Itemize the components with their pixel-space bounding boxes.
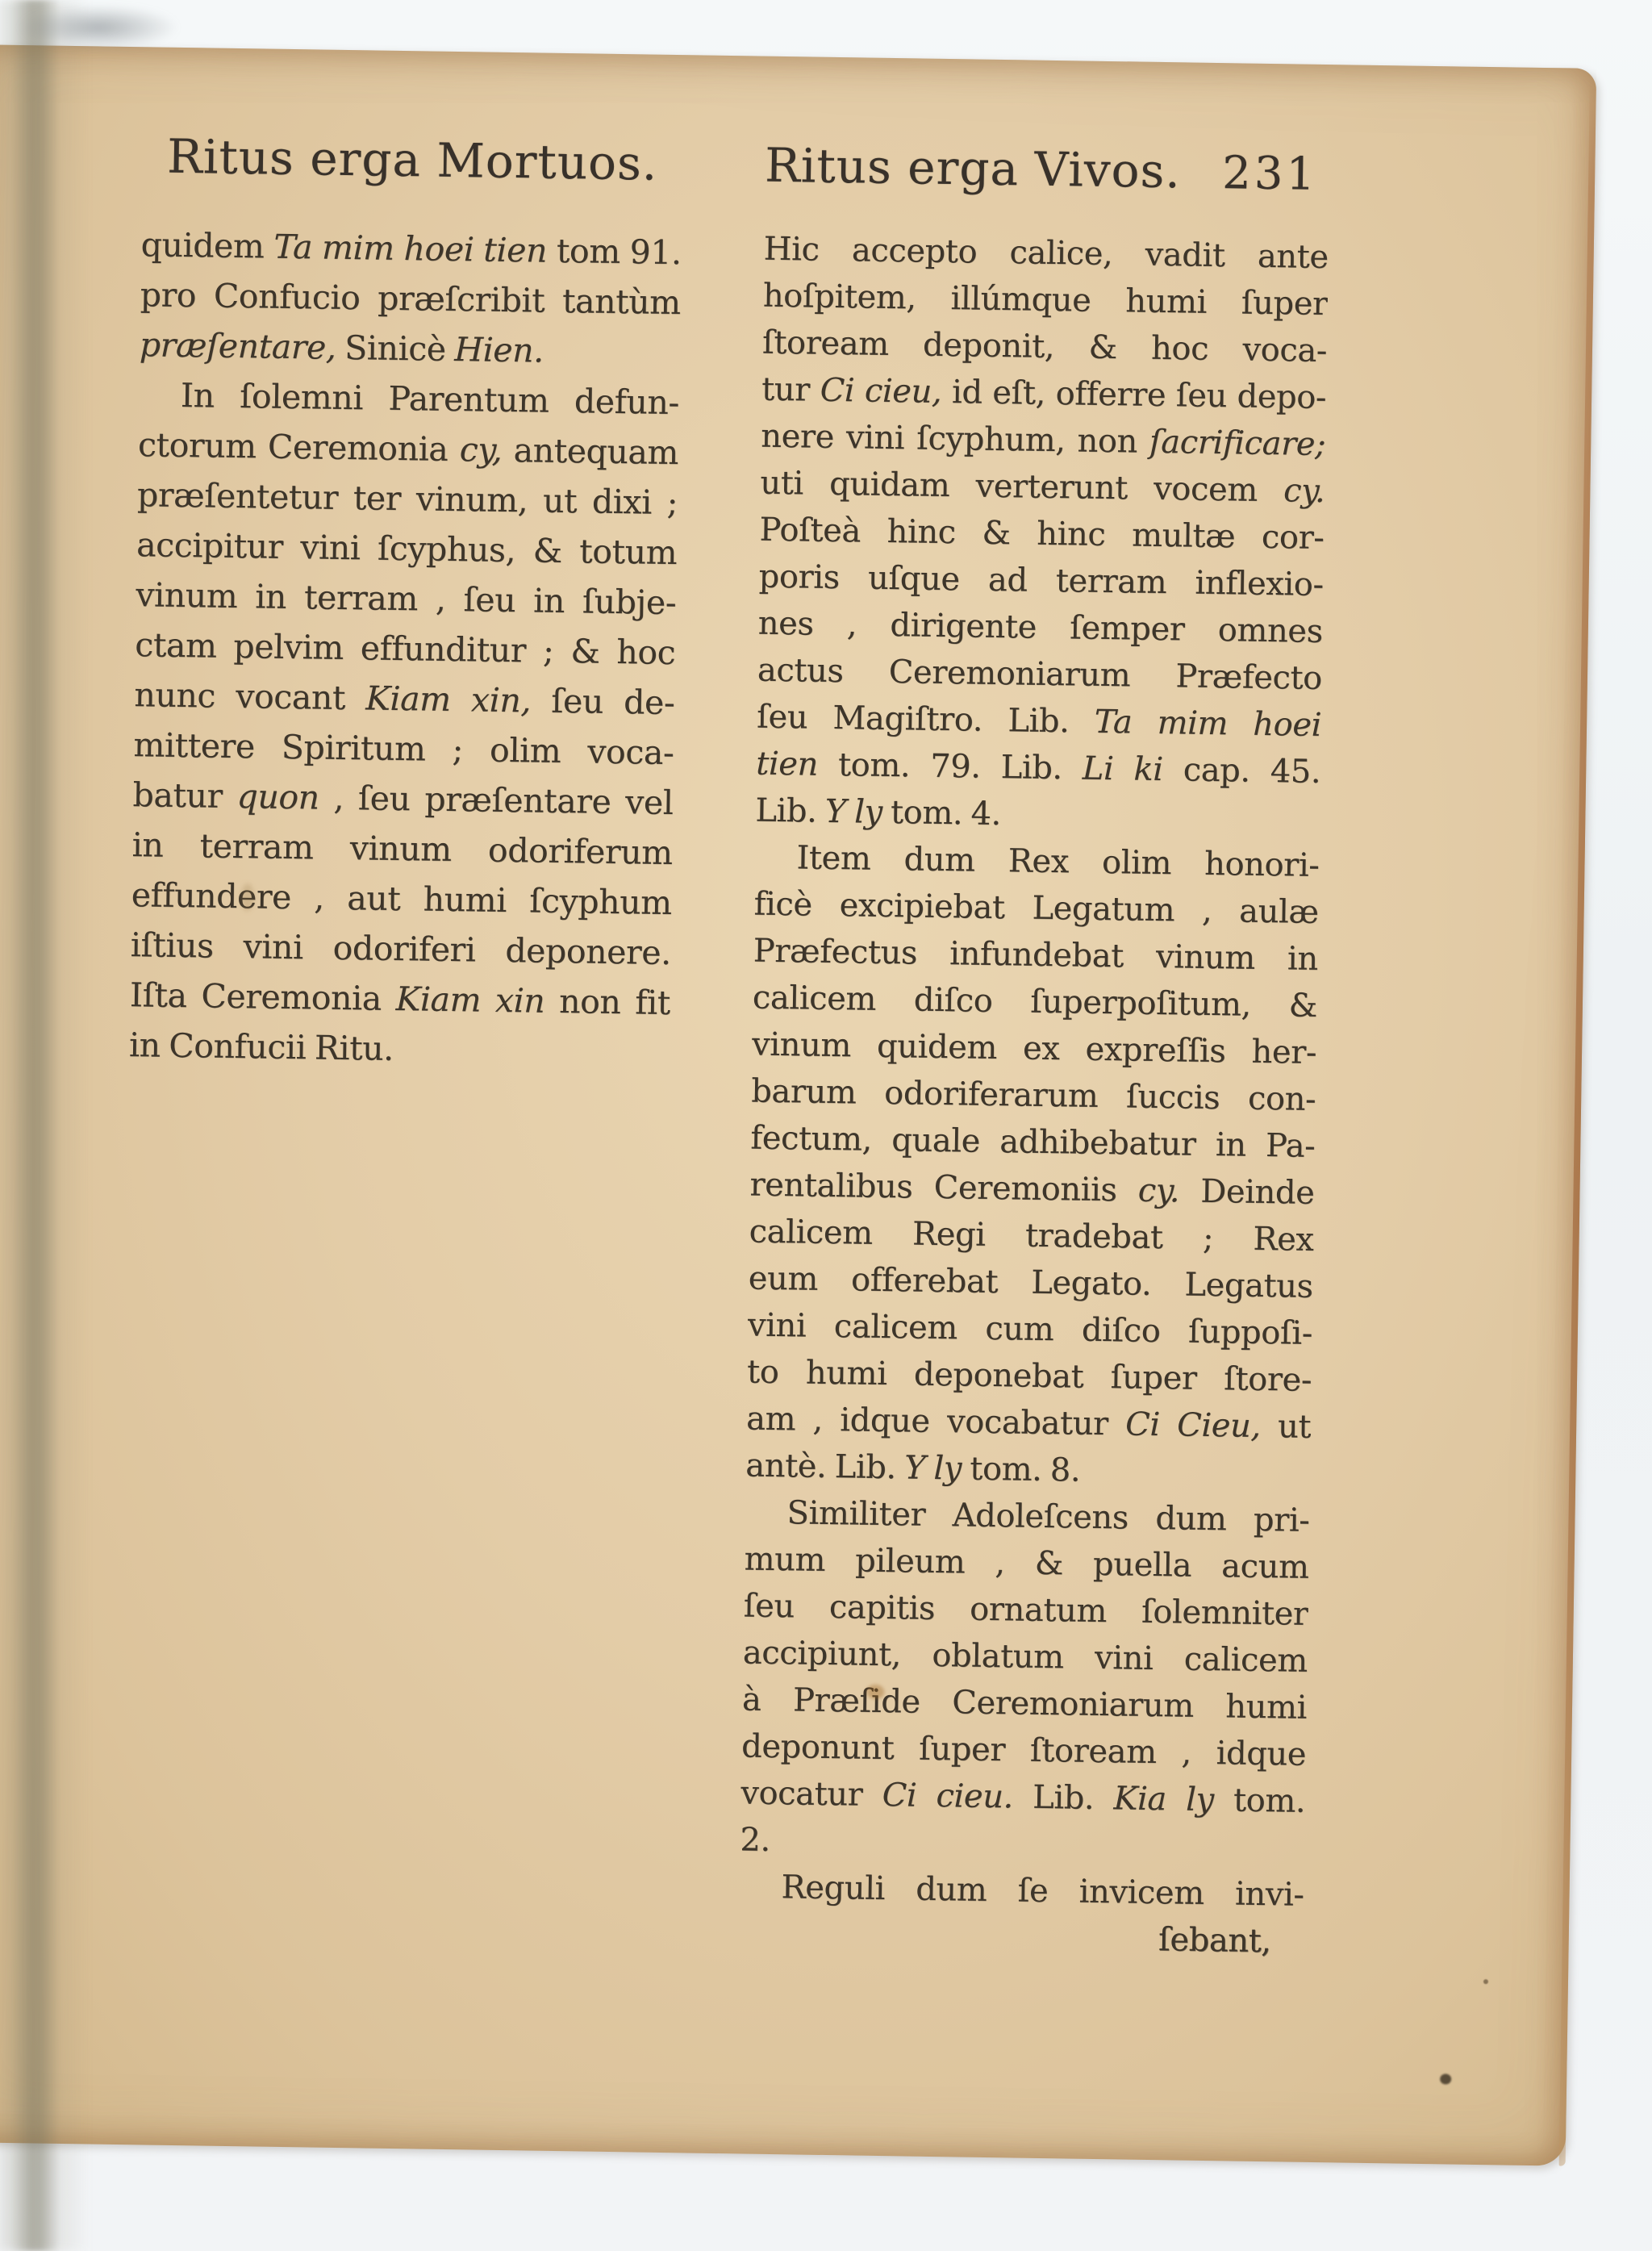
text-run: vinum quidem ex expreſſis her-: [751, 1025, 1317, 1071]
text-line: [135, 620, 676, 678]
text-line: [739, 1863, 1304, 1918]
text-run: cap. 45.: [1162, 751, 1321, 791]
text-line: [749, 1209, 1314, 1263]
text-run-italic: præſentare,: [139, 325, 336, 367]
text-run: calicem Regi tradebat ; Rex: [749, 1213, 1314, 1259]
text-run: tur: [761, 370, 820, 409]
text-line: [139, 370, 680, 428]
text-run: Deinde: [1179, 1172, 1315, 1212]
text-line: [762, 319, 1328, 374]
text-line: [129, 970, 670, 1028]
text-run: ſebant,: [1158, 1921, 1272, 1961]
text-line: [140, 219, 682, 278]
text-run: ſeu capitis ornatum ſolemniter: [743, 1587, 1309, 1633]
text-line: [136, 520, 678, 578]
text-line: [129, 1020, 670, 1078]
text-run: antequam: [501, 430, 679, 473]
text-run-italic: Ci cieu.: [882, 1777, 1014, 1816]
text-run: batur: [132, 775, 237, 816]
text-run: ctorum Ceremonia: [137, 425, 461, 470]
text-run: ut: [1260, 1407, 1312, 1446]
text-run: pro Confucio præſcribit tantùm: [140, 275, 682, 323]
text-run-italic: Ci cieu,: [820, 371, 942, 411]
text-run-italic: Ta mim hoei: [1094, 703, 1322, 744]
text-line: [753, 928, 1318, 983]
text-line: [748, 1255, 1313, 1310]
text-run: ctam pelvim effunditur ; & hoc: [135, 625, 676, 673]
text-run: actus Ceremoniarum Præfecto: [757, 651, 1323, 697]
book-page: [0, 44, 1596, 2165]
text-line: [755, 787, 1320, 842]
running-title-right: [765, 137, 1330, 203]
text-run: calicem diſco ſuperpoſitum, &: [752, 979, 1318, 1025]
text-run: nunc vocant: [134, 675, 366, 718]
text-run-italic: Li ki: [1082, 750, 1164, 789]
text-line: [136, 570, 677, 628]
text-run: barum odoriferarum ſuccis con-: [750, 1072, 1316, 1118]
paper-speck: [1483, 1979, 1488, 1984]
text-line: [747, 1348, 1312, 1403]
paper-stain: [866, 1685, 884, 1699]
text-run-italic: Kiam xin,: [365, 679, 532, 720]
text-run: ficè excipiebat Legatum , aulæ: [753, 885, 1319, 931]
text-line: [131, 820, 673, 878]
text-line: [763, 226, 1329, 281]
text-run: mum pileum , & puella acum: [744, 1540, 1309, 1586]
text-line: [751, 1068, 1316, 1123]
text-run: antè. Lib.: [745, 1447, 905, 1487]
running-title-left: Ritus erga Mortuos.: [166, 128, 658, 191]
page-content: [0, 44, 1596, 2165]
text-run: Præfectus infundebat vinum in: [753, 932, 1319, 978]
text-line: [757, 694, 1322, 749]
text-run-italic: ſacrificare;: [1149, 423, 1326, 464]
text-run: iſtius vini odoriferi deponere.: [130, 925, 672, 973]
text-run: vini calicem cum diſco ſuppoſi-: [747, 1306, 1313, 1352]
text-run: accipitur vini ſcyphus, & totum: [136, 525, 678, 573]
text-run: non fit: [544, 981, 671, 1023]
text-run: uti quidam verterunt vocem: [760, 464, 1284, 510]
text-line: [742, 1676, 1308, 1731]
text-run: accipiunt, oblatum vini calicem: [742, 1634, 1308, 1680]
text-run: 2.: [740, 1821, 771, 1859]
text-line: [758, 553, 1324, 608]
text-run-italic: Kiam xin: [395, 979, 545, 1021]
text-run: tom. 8.: [961, 1450, 1081, 1489]
text-line: [132, 770, 674, 828]
text-run-italic: cy.: [1137, 1171, 1180, 1210]
text-run-italic: Y ly: [824, 792, 883, 831]
text-run: tom.: [1213, 1781, 1306, 1820]
text-run: ſeu Magiſtro. Lib.: [756, 698, 1095, 741]
text-run: nes , dirigente ſemper omnes: [757, 604, 1324, 650]
text-run-italic: tien: [755, 745, 819, 783]
text-line: [137, 470, 678, 528]
text-line: [138, 420, 679, 478]
text-run: Iſta Ceremonia: [129, 975, 397, 1018]
text-run: tom. 79. Lib.: [817, 745, 1083, 787]
text-run: poris uſque ad terram inflexio-: [758, 558, 1324, 603]
text-run: Lib.: [755, 791, 826, 830]
text-line: [133, 720, 674, 778]
text-run: tom. 4.: [882, 793, 1002, 833]
text-line: [741, 1723, 1307, 1777]
text-line: [762, 273, 1328, 328]
text-line: [139, 319, 680, 378]
text-line: [140, 269, 681, 328]
text-run: effundere , aut humi ſcyphum: [131, 875, 673, 923]
text-run: Similiter Adoleſcens dum pri-: [786, 1494, 1310, 1539]
text-column-left: [129, 219, 682, 1078]
text-run-italic: cy,: [459, 430, 503, 470]
text-line: [761, 366, 1327, 421]
text-line: [760, 460, 1325, 515]
text-line: [756, 741, 1321, 796]
text-line: [740, 1816, 1305, 1871]
text-line: [757, 647, 1323, 702]
text-run: id eſt, offerre ſeu depo-: [941, 373, 1327, 417]
text-line: [754, 834, 1320, 889]
text-line: [131, 870, 672, 928]
text-line: [759, 507, 1325, 562]
text-column-right: [738, 226, 1329, 1965]
text-run: vocatur: [740, 1774, 883, 1815]
text-line: [745, 1489, 1310, 1543]
text-run: ſeu de-: [530, 681, 675, 723]
page-number: 231: [1221, 147, 1319, 201]
text-line: [745, 1442, 1311, 1497]
text-run: in Confucii Ritu.: [128, 1025, 394, 1068]
catchword: [738, 1910, 1304, 1965]
text-run: tom 91.: [546, 231, 682, 273]
text-run: Item dum Rex olim honori-: [796, 839, 1320, 884]
text-line: [743, 1629, 1308, 1684]
text-run: hoſpitem, illúmque humi ſuper: [762, 277, 1329, 324]
text-run: Reguli dum ſe invicem invi-: [781, 1869, 1304, 1914]
text-run-italic: Y ly: [903, 1449, 962, 1488]
text-run: In ſolemni Parentum defun-: [180, 375, 680, 423]
text-run: præſentetur ter vinum, ut dixi ;: [136, 475, 678, 523]
text-run-italic: Ci Cieu,: [1124, 1405, 1262, 1445]
text-line: [746, 1395, 1312, 1450]
text-line: [749, 1162, 1315, 1217]
text-run: am , idque vocabatur: [745, 1400, 1126, 1443]
text-run: nere vini ſcyphum, non: [760, 417, 1150, 461]
text-run: to humi deponebat ſuper ſtore-: [746, 1353, 1312, 1399]
text-line: [134, 670, 675, 728]
text-line: [743, 1582, 1308, 1637]
text-line: [761, 413, 1326, 468]
text-run-italic: Hien.: [453, 329, 544, 370]
text-line: [740, 1769, 1306, 1824]
paper-speck: [1440, 2074, 1451, 2084]
text-run-italic: quon: [236, 777, 320, 817]
text-line: [750, 1115, 1316, 1170]
text-run: quidem: [140, 225, 274, 266]
text-run: Hic accepto calice, vadit ante: [763, 230, 1329, 277]
text-line: [748, 1302, 1313, 1357]
text-line: [744, 1535, 1309, 1590]
text-run: mittere Spiritum ; olim voca-: [133, 725, 674, 773]
text-run: , ſeu præſentare vel: [319, 778, 674, 823]
text-line: [752, 1021, 1317, 1076]
text-line: [757, 600, 1323, 655]
text-run: ſtoream deponit, & hoc voca-: [761, 324, 1328, 370]
running-title-right-text: Ritus erga Vivos.: [764, 137, 1182, 199]
text-run: Poſteà hinc & hinc multæ cor-: [759, 511, 1325, 557]
text-run-italic: Kia ly: [1113, 1780, 1215, 1819]
text-run: fectum, quale adhibebatur in Pa-: [750, 1119, 1316, 1165]
text-run: deponunt ſuper ſtoream , idque: [740, 1727, 1307, 1773]
text-run-italic: Ta mim hoei tien: [273, 227, 548, 270]
text-run: in terram vinum odoriferum: [131, 825, 673, 873]
text-run: à Præſide Ceremoniarum humi: [741, 1681, 1308, 1727]
text-run: vinum in terram , ſeu in ſubje-: [135, 575, 677, 623]
text-line: [753, 881, 1319, 936]
text-run: eum offerebat Legato. Legatus: [748, 1259, 1314, 1305]
text-run: rentalibus Ceremoniis: [749, 1166, 1139, 1209]
text-run: Lib.: [1012, 1778, 1114, 1818]
gutter-shadow: [10, 0, 60, 2251]
text-line: [130, 920, 671, 978]
text-run-italic: cy.: [1283, 472, 1325, 510]
scan-smudge: [18, 5, 179, 50]
text-run: Sinicè: [336, 328, 455, 369]
text-line: [753, 975, 1318, 1029]
